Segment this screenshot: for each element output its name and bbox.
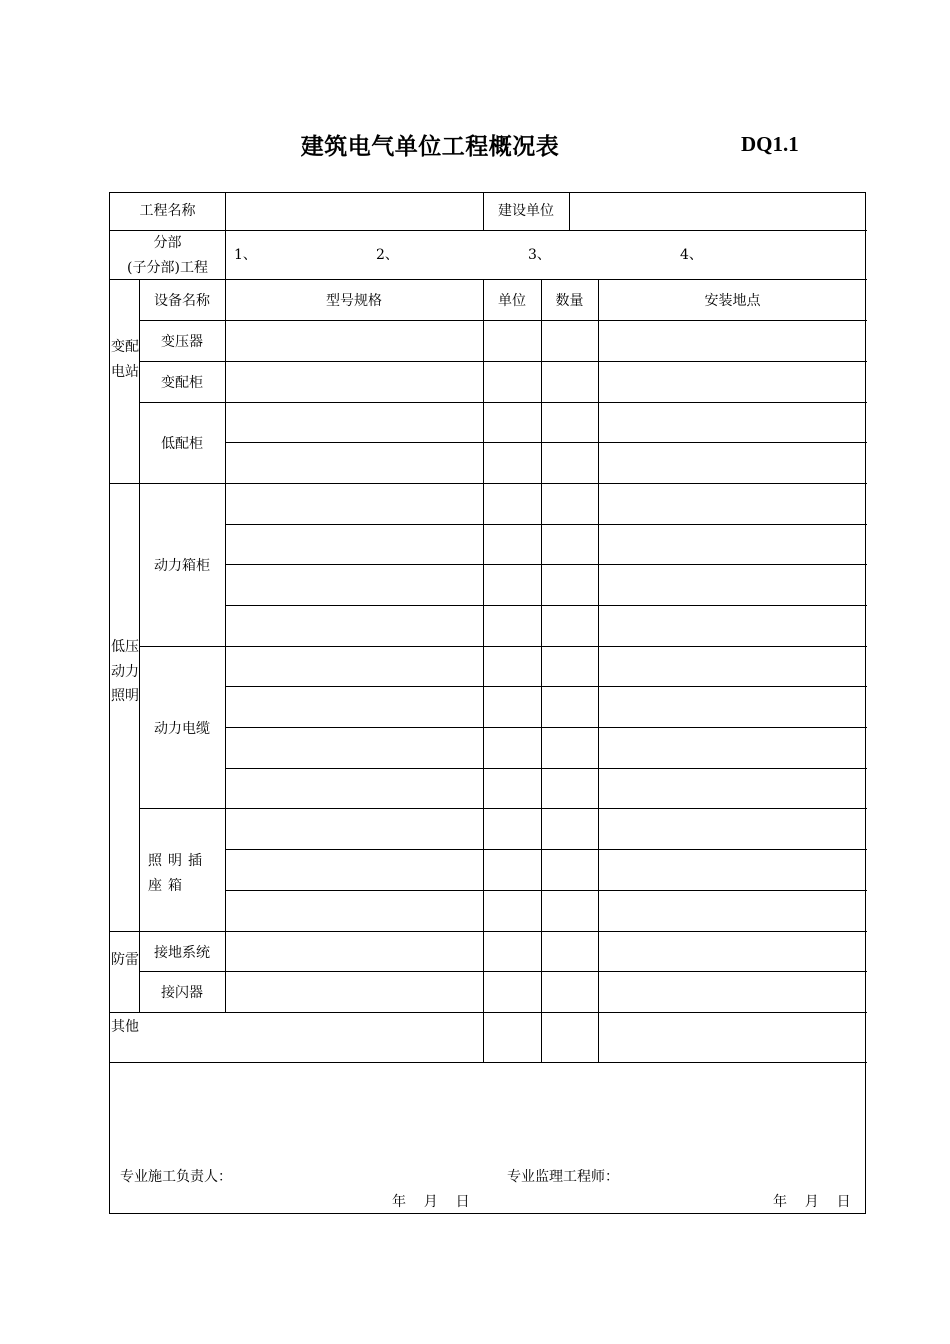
- col-model-spec: 型号规格: [326, 293, 382, 309]
- item-distribution-cabinet: 变配柜: [161, 375, 203, 391]
- construction-date: 年 月 日: [392, 1194, 470, 1210]
- item-grounding-system: 接地系统: [154, 945, 210, 961]
- form-code: DQ1.1: [741, 132, 799, 156]
- construction-lead-label: 专业施工负责人：: [120, 1169, 232, 1185]
- group-substation: 变配电站: [111, 339, 139, 380]
- col-install-location: 安装地点: [704, 293, 761, 309]
- col-equipment-name: 设备名称: [154, 293, 210, 309]
- group-lightning: 防雷: [111, 952, 139, 968]
- item-air-terminal: 接闪器: [161, 985, 203, 1001]
- col-quantity: 数量: [555, 293, 584, 309]
- subproject-label-line1: 分部: [153, 235, 182, 251]
- subproject-item-4: 4、: [680, 247, 703, 263]
- supervisor-label: 专业监理工程师：: [507, 1169, 619, 1185]
- subproject-item-2: 2、: [376, 247, 399, 263]
- item-transformer: 变压器: [161, 334, 203, 350]
- item-power-box: 动力箱柜: [154, 558, 210, 574]
- subproject-label-line2: (子分部)工程: [127, 260, 208, 276]
- builder-label: 建设单位: [498, 203, 554, 219]
- form-title: 建筑电气单位工程概况表: [300, 134, 560, 160]
- item-lv-cabinet: 低配柜: [161, 436, 203, 452]
- col-unit: 单位: [498, 293, 526, 309]
- subproject-item-1: 1、: [234, 247, 257, 263]
- project-name-label: 工程名称: [139, 203, 196, 219]
- group-other: 其他: [111, 1019, 139, 1035]
- item-power-cable: 动力电缆: [154, 721, 210, 737]
- overview-table: [109, 192, 866, 1214]
- subproject-item-3: 3、: [528, 247, 551, 263]
- group-lv-power-lighting: 低压动力照明: [111, 639, 139, 704]
- supervisor-date: 年 月 日: [773, 1194, 851, 1210]
- item-lighting-socket-box: 照明插座箱: [148, 853, 208, 894]
